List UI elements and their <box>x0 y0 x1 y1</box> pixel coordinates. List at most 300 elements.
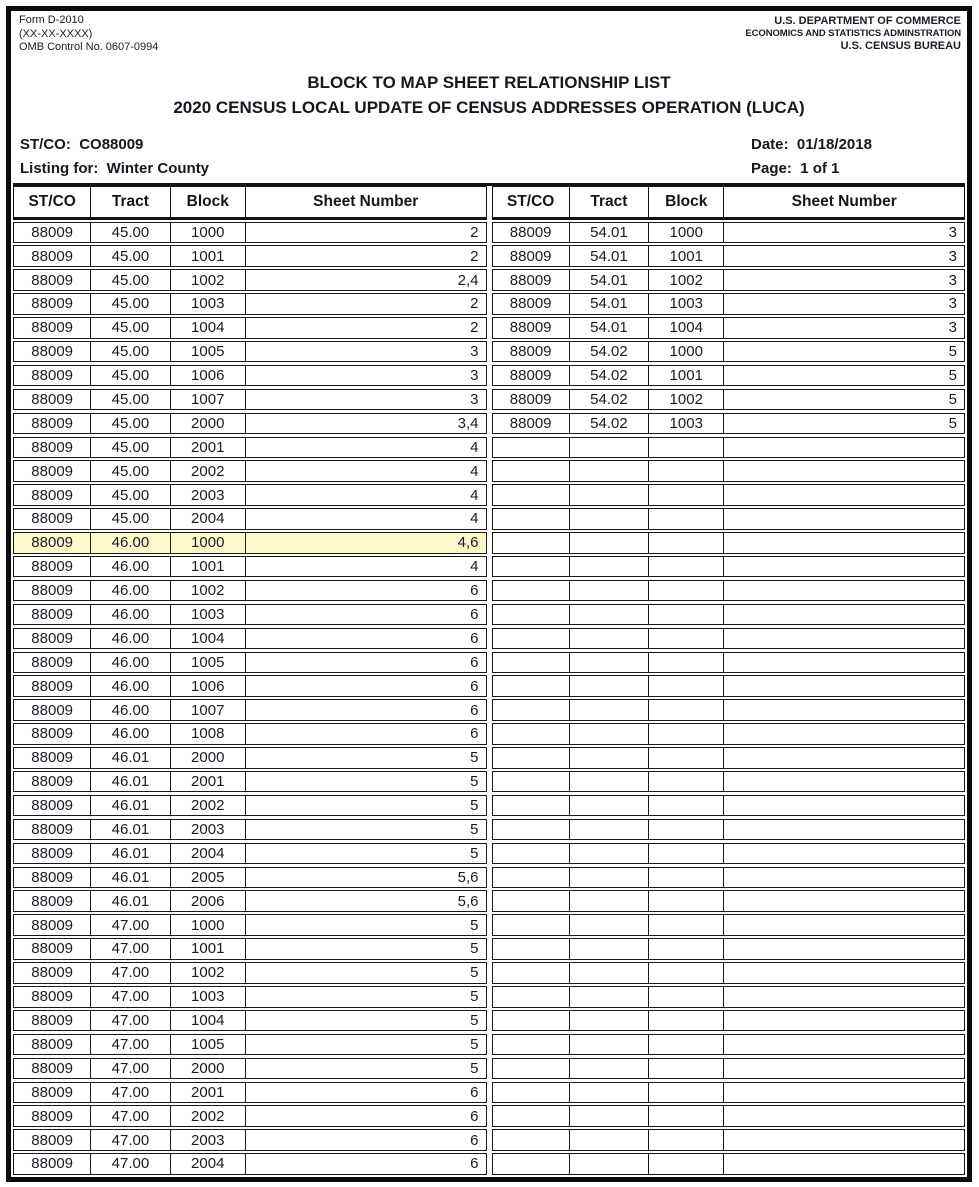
cell-stco: 88009 <box>493 246 570 266</box>
table-row <box>13 245 487 267</box>
table-row <box>492 938 966 960</box>
cell-sheet-number: 5 <box>470 773 479 791</box>
cell-sheet-number: 5 <box>470 749 479 767</box>
cell-stco: 88009 <box>14 366 91 386</box>
cell-tract <box>570 796 649 816</box>
cell-block <box>649 605 724 625</box>
cell-stco: 88009 <box>14 939 91 959</box>
cell-sheet-number: 2 <box>470 319 479 337</box>
table-row <box>492 1105 966 1127</box>
cell-block: 1006 <box>171 676 246 696</box>
cell-tract: 46.01 <box>91 868 170 888</box>
cell-tract: 47.00 <box>91 1083 170 1103</box>
cell-sheet-number: 5 <box>470 1012 479 1030</box>
cell-stco: 88009 <box>14 581 91 601</box>
cell-tract: 47.00 <box>91 987 170 1007</box>
date-value: 01/18/2018 <box>796 135 872 153</box>
cell-tract: 46.00 <box>91 581 170 601</box>
table-row <box>13 699 487 721</box>
cell-sheet-number <box>724 915 964 935</box>
table-row <box>13 819 487 841</box>
cell-stco: 88009 <box>14 509 91 529</box>
cell-block <box>649 772 724 792</box>
cell-block: 1002 <box>171 270 246 290</box>
cell-stco: 88009 <box>14 438 91 458</box>
cell-block: 2002 <box>171 1106 246 1126</box>
cell-stco: 88009 <box>14 461 91 481</box>
cell-stco: 88009 <box>14 1059 91 1079</box>
cell-tract <box>570 868 649 888</box>
cell-block <box>649 891 724 911</box>
table-row <box>13 962 487 984</box>
cell-tract <box>570 1106 649 1126</box>
cell-stco <box>493 557 570 577</box>
agency-block <box>745 14 961 55</box>
cell-block <box>649 533 724 553</box>
cell-tract: 46.00 <box>91 700 170 720</box>
cell-block: 2001 <box>171 1083 246 1103</box>
cell-block: 1001 <box>649 366 724 386</box>
cell-sheet-number: 5 <box>470 797 479 815</box>
cell-sheet-number <box>724 772 964 792</box>
block-to-sheet-tables <box>13 183 965 1175</box>
listing-for-label: Listing for: <box>20 159 99 177</box>
cell-stco: 88009 <box>493 366 570 386</box>
cell-block <box>649 438 724 458</box>
table-row <box>13 890 487 912</box>
cell-block: 1000 <box>171 223 246 243</box>
cell-block <box>649 1011 724 1031</box>
cell-sheet-number <box>724 533 964 553</box>
cell-tract: 46.00 <box>91 533 170 553</box>
cell-sheet-number: 6 <box>470 1131 479 1149</box>
table-row <box>13 723 487 745</box>
cell-stco: 88009 <box>14 1035 91 1055</box>
cell-block: 2004 <box>171 1154 246 1174</box>
cell-tract: 54.02 <box>570 366 649 386</box>
cell-tract <box>570 748 649 768</box>
cell-tract: 47.00 <box>91 1059 170 1079</box>
cell-sheet-number <box>724 939 964 959</box>
cell-tract: 46.00 <box>91 557 170 577</box>
table-row <box>492 675 966 697</box>
cell-sheet-number: 5 <box>470 821 479 839</box>
cell-tract: 45.00 <box>91 366 170 386</box>
title-line-2: 2020 CENSUS LOCAL UPDATE OF CENSUS ADDRESSES OPERATION (LUCA) <box>173 97 805 117</box>
cell-stco: 88009 <box>493 318 570 338</box>
cell-tract: 47.00 <box>91 939 170 959</box>
cell-block: 1003 <box>649 414 724 434</box>
table-row <box>13 1010 487 1032</box>
table-row <box>13 580 487 602</box>
cell-sheet-number <box>724 653 964 673</box>
table-row <box>492 293 966 315</box>
page-header <box>11 11 967 55</box>
table-row <box>13 556 487 578</box>
cell-stco: 88009 <box>14 414 91 434</box>
cell-tract: 45.00 <box>91 485 170 505</box>
cell-block: 1008 <box>171 724 246 744</box>
cell-sheet-number: 5,6 <box>457 868 479 886</box>
table-row <box>492 843 966 865</box>
cell-tract <box>570 844 649 864</box>
cell-sheet-number <box>724 509 964 529</box>
cell-tract: 46.00 <box>91 605 170 625</box>
cell-block: 1002 <box>171 963 246 983</box>
cell-tract <box>570 1154 649 1174</box>
cell-stco <box>493 748 570 768</box>
agency-line-commerce: U.S. DEPARTMENT OF COMMERCE <box>774 15 961 27</box>
table-row <box>492 867 966 889</box>
table-left-half <box>13 186 487 1175</box>
cell-block <box>649 461 724 481</box>
cell-sheet-number <box>724 844 964 864</box>
cell-tract: 47.00 <box>91 1154 170 1174</box>
cell-stco <box>493 1059 570 1079</box>
cell-tract <box>570 533 649 553</box>
cell-stco: 88009 <box>14 844 91 864</box>
cell-sheet-number <box>724 796 964 816</box>
cell-sheet-number: 6 <box>470 629 479 647</box>
cell-tract <box>570 1011 649 1031</box>
cell-stco <box>493 533 570 553</box>
cell-block: 2003 <box>171 485 246 505</box>
table-row <box>13 341 487 363</box>
cell-stco: 88009 <box>14 246 91 266</box>
cell-block: 1002 <box>649 270 724 290</box>
cell-tract: 46.00 <box>91 676 170 696</box>
cell-stco: 88009 <box>14 485 91 505</box>
cell-sheet-number <box>724 724 964 744</box>
table-row <box>492 556 966 578</box>
column-header-block: Block <box>171 187 246 217</box>
cell-stco: 88009 <box>493 223 570 243</box>
cell-stco <box>493 1083 570 1103</box>
cell-tract: 54.01 <box>570 223 649 243</box>
cell-sheet-number: 4 <box>470 438 479 456</box>
cell-sheet-number: 5 <box>470 964 479 982</box>
cell-stco: 88009 <box>14 1130 91 1150</box>
cell-block: 1007 <box>171 390 246 410</box>
cell-sheet-number: 2 <box>470 295 479 313</box>
page-number-line <box>751 157 959 181</box>
cell-sheet-number: 5 <box>948 390 957 408</box>
form-date-placeholder: (XX-XX-XXXX) <box>19 27 93 40</box>
cell-stco: 88009 <box>14 676 91 696</box>
cell-stco <box>493 509 570 529</box>
cell-stco: 88009 <box>14 915 91 935</box>
table-row <box>13 389 487 411</box>
column-header-stco: ST/CO <box>14 187 91 217</box>
cell-tract <box>570 629 649 649</box>
cell-sheet-number: 3 <box>948 319 957 337</box>
cell-block: 1006 <box>171 366 246 386</box>
cell-tract: 54.01 <box>570 246 649 266</box>
cell-block: 1000 <box>649 223 724 243</box>
table-row <box>13 1082 487 1104</box>
cell-block <box>649 796 724 816</box>
page-value: 1 of 1 <box>800 159 840 177</box>
cell-block: 1000 <box>171 915 246 935</box>
cell-block: 1005 <box>171 1035 246 1055</box>
table-row <box>492 890 966 912</box>
date-label: Date: <box>751 135 789 153</box>
cell-stco: 88009 <box>493 390 570 410</box>
table-row-highlighted <box>13 532 487 554</box>
cell-stco: 88009 <box>14 868 91 888</box>
cell-sheet-number: 5 <box>470 844 479 862</box>
cell-sheet-number: 6 <box>470 606 479 623</box>
table-row <box>13 675 487 697</box>
cell-block: 2000 <box>171 1059 246 1079</box>
table-row <box>492 795 966 817</box>
cell-block <box>649 915 724 935</box>
cell-sheet-number <box>724 1059 964 1079</box>
cell-block <box>649 844 724 864</box>
cell-sheet-number: 6 <box>470 1107 479 1125</box>
table-row <box>492 341 966 363</box>
cell-stco <box>493 1154 570 1174</box>
cell-stco <box>493 1130 570 1150</box>
cell-tract: 46.00 <box>91 629 170 649</box>
cell-sheet-number: 3 <box>948 295 957 313</box>
listing-meta <box>11 133 967 181</box>
cell-sheet-number: 5,6 <box>457 892 479 910</box>
cell-stco <box>493 939 570 959</box>
cell-tract: 46.00 <box>91 653 170 673</box>
cell-tract <box>570 676 649 696</box>
cell-sheet-number <box>724 629 964 649</box>
cell-block <box>649 724 724 744</box>
column-header-tract: Tract <box>91 187 170 217</box>
column-header-stco: ST/CO <box>493 187 570 217</box>
cell-sheet-number: 3,4 <box>457 414 479 432</box>
cell-stco: 88009 <box>14 533 91 553</box>
cell-block <box>649 748 724 768</box>
cell-block: 1004 <box>171 1011 246 1031</box>
column-header-tract: Tract <box>570 187 649 217</box>
cell-tract: 46.01 <box>91 748 170 768</box>
agency-line-census: U.S. CENSUS BUREAU <box>840 40 961 52</box>
table-row <box>492 245 966 267</box>
cell-sheet-number: 3 <box>470 367 479 385</box>
cell-stco <box>493 891 570 911</box>
cell-tract <box>570 772 649 792</box>
table-right-half <box>492 186 966 1175</box>
cell-tract <box>570 700 649 720</box>
cell-tract: 47.00 <box>91 1106 170 1126</box>
cell-sheet-number: 5 <box>470 1036 479 1054</box>
cell-tract: 45.00 <box>91 509 170 529</box>
cell-tract: 45.00 <box>91 223 170 243</box>
table-row <box>492 1129 966 1151</box>
cell-block <box>649 1059 724 1079</box>
cell-sheet-number: 5 <box>470 1059 479 1077</box>
cell-stco: 88009 <box>14 796 91 816</box>
cell-stco: 88009 <box>14 748 91 768</box>
cell-sheet-number <box>724 581 964 601</box>
cell-sheet-number: 4 <box>470 510 479 528</box>
cell-sheet-number <box>724 748 964 768</box>
cell-block: 1001 <box>171 557 246 577</box>
cell-sheet-number: 5 <box>948 414 957 432</box>
cell-sheet-number: 4 <box>470 558 479 576</box>
table-row <box>492 389 966 411</box>
cell-block: 1002 <box>171 581 246 601</box>
cell-sheet-number: 3 <box>470 390 479 408</box>
cell-sheet-number <box>724 1011 964 1031</box>
cell-block: 1005 <box>171 342 246 362</box>
cell-tract <box>570 485 649 505</box>
table-row <box>13 1153 487 1175</box>
cell-stco <box>493 844 570 864</box>
table-left-body <box>13 222 487 1175</box>
table-row <box>492 1153 966 1175</box>
table-row <box>13 293 487 315</box>
cell-block: 1003 <box>171 294 246 314</box>
cell-block <box>649 987 724 1007</box>
cell-stco <box>493 653 570 673</box>
cell-tract: 45.00 <box>91 390 170 410</box>
table-right-body <box>492 222 966 1175</box>
table-row <box>13 986 487 1008</box>
cell-tract: 45.00 <box>91 294 170 314</box>
cell-sheet-number <box>724 485 964 505</box>
table-row <box>13 1034 487 1056</box>
cell-block <box>649 1130 724 1150</box>
cell-stco: 88009 <box>14 270 91 290</box>
cell-stco: 88009 <box>14 557 91 577</box>
cell-tract <box>570 557 649 577</box>
cell-sheet-number: 6 <box>470 653 479 671</box>
cell-stco: 88009 <box>14 700 91 720</box>
cell-block: 2004 <box>171 509 246 529</box>
cell-tract <box>570 653 649 673</box>
cell-sheet-number: 5 <box>470 988 479 1006</box>
cell-block <box>649 509 724 529</box>
stco-value: CO88009 <box>79 135 144 153</box>
cell-sheet-number: 2 <box>470 247 479 265</box>
cell-tract <box>570 605 649 625</box>
cell-block: 1001 <box>171 246 246 266</box>
table-row <box>492 628 966 650</box>
cell-stco <box>493 676 570 696</box>
cell-block <box>649 653 724 673</box>
cell-sheet-number <box>724 820 964 840</box>
cell-stco: 88009 <box>493 294 570 314</box>
cell-stco: 88009 <box>493 342 570 362</box>
cell-stco <box>493 485 570 505</box>
cell-block <box>649 868 724 888</box>
cell-stco: 88009 <box>14 772 91 792</box>
cell-tract <box>570 987 649 1007</box>
cell-tract: 47.00 <box>91 1011 170 1031</box>
cell-sheet-number: 4 <box>470 486 479 504</box>
table-row <box>492 1058 966 1080</box>
cell-tract: 47.00 <box>91 1130 170 1150</box>
cell-tract <box>570 1130 649 1150</box>
cell-sheet-number: 4 <box>470 462 479 480</box>
cell-block <box>649 1154 724 1174</box>
cell-block: 1001 <box>649 246 724 266</box>
stco-label: ST/CO: <box>20 135 71 153</box>
listing-for-value: Winter County <box>106 159 210 177</box>
cell-stco: 88009 <box>14 1083 91 1103</box>
listing-meta-right <box>751 133 959 181</box>
cell-sheet-number: 3 <box>948 247 957 265</box>
document-page <box>6 6 972 1182</box>
cell-stco <box>493 461 570 481</box>
cell-tract <box>570 891 649 911</box>
cell-stco <box>493 963 570 983</box>
table-row <box>13 1129 487 1151</box>
cell-block: 1003 <box>171 987 246 1007</box>
table-row <box>13 914 487 936</box>
form-number: Form D-2010 <box>19 14 84 26</box>
cell-sheet-number: 5 <box>470 940 479 958</box>
cell-tract <box>570 724 649 744</box>
cell-block <box>649 581 724 601</box>
page-label: Page: <box>751 159 792 177</box>
cell-tract: 46.01 <box>91 772 170 792</box>
cell-stco <box>493 820 570 840</box>
cell-stco <box>493 605 570 625</box>
cell-stco: 88009 <box>493 270 570 290</box>
cell-stco: 88009 <box>14 1106 91 1126</box>
table-row <box>492 604 966 626</box>
cell-stco <box>493 1035 570 1055</box>
cell-tract: 45.00 <box>91 414 170 434</box>
cell-block <box>649 676 724 696</box>
cell-sheet-number: 5 <box>948 367 957 385</box>
table-right-header <box>492 186 966 220</box>
cell-tract: 46.01 <box>91 820 170 840</box>
table-row <box>13 317 487 339</box>
cell-stco: 88009 <box>14 390 91 410</box>
cell-tract <box>570 1083 649 1103</box>
cell-tract: 46.01 <box>91 844 170 864</box>
table-row <box>492 771 966 793</box>
table-row <box>492 508 966 530</box>
cell-sheet-number <box>724 1154 964 1174</box>
cell-sheet-number: 3 <box>470 343 479 361</box>
cell-stco <box>493 987 570 1007</box>
cell-sheet-number <box>724 557 964 577</box>
cell-block: 2006 <box>171 891 246 911</box>
cell-tract <box>570 820 649 840</box>
cell-tract: 54.01 <box>570 318 649 338</box>
table-row <box>492 914 966 936</box>
table-row <box>492 460 966 482</box>
cell-tract: 54.02 <box>570 390 649 410</box>
cell-block: 2000 <box>171 748 246 768</box>
cell-tract: 45.00 <box>91 438 170 458</box>
table-row <box>492 580 966 602</box>
cell-stco <box>493 915 570 935</box>
cell-block: 1003 <box>171 605 246 625</box>
cell-block: 2003 <box>171 820 246 840</box>
table-row <box>492 1034 966 1056</box>
table-row <box>492 532 966 554</box>
table-row <box>492 986 966 1008</box>
cell-stco: 88009 <box>14 1011 91 1031</box>
cell-block: 1002 <box>649 390 724 410</box>
cell-block: 2004 <box>171 844 246 864</box>
document-title <box>11 70 967 120</box>
cell-sheet-number <box>724 1083 964 1103</box>
table-row <box>13 508 487 530</box>
cell-tract <box>570 1035 649 1055</box>
